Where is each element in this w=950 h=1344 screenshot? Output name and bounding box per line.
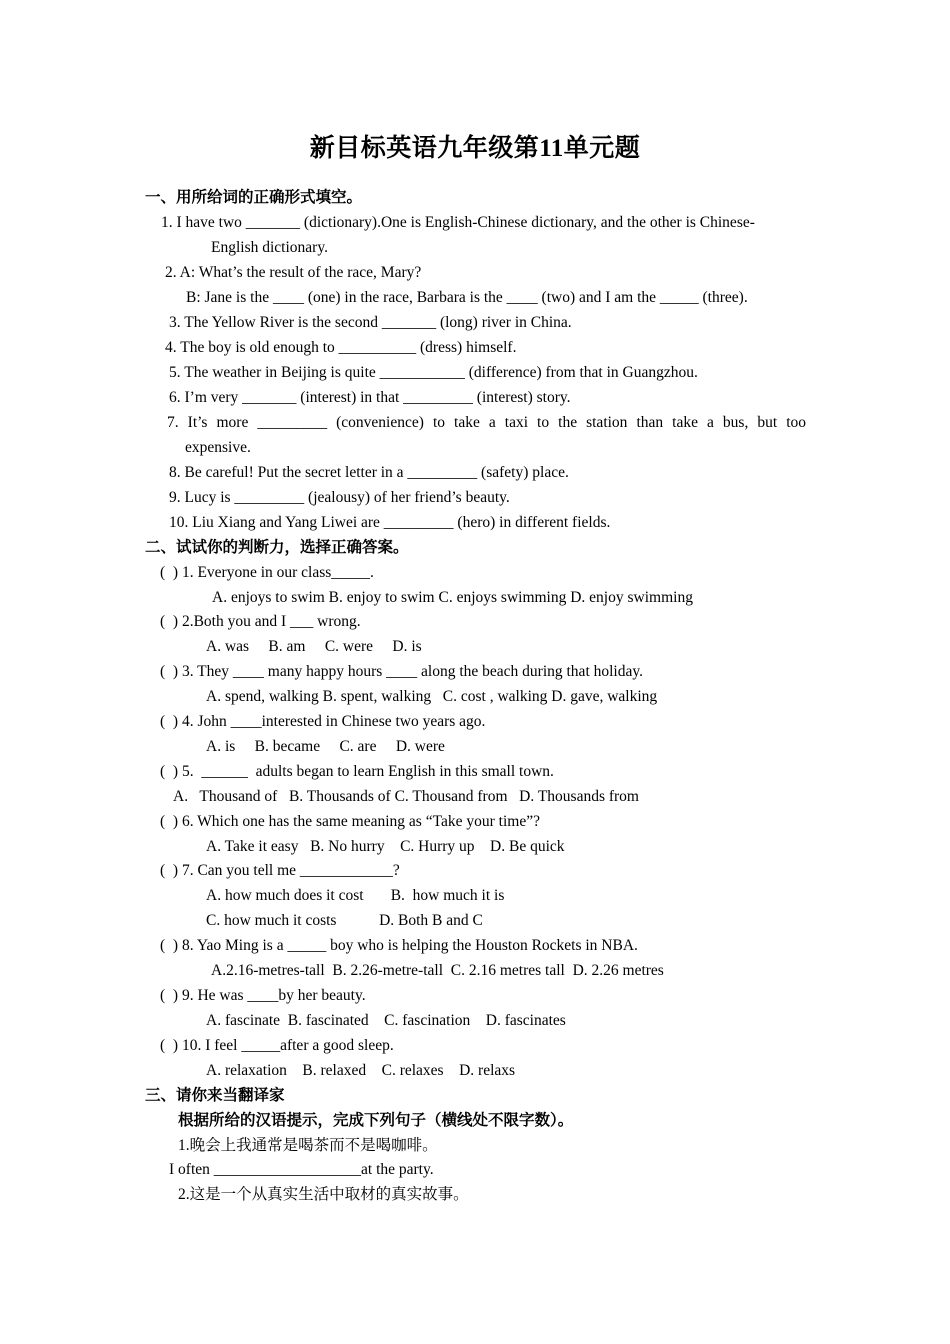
question-line: ( ) 3. They ____ many happy hours ____ along the beach during that holiday. — [160, 663, 643, 680]
option-line: A. Thousand of B. Thousands of C. Thousand from D. Thousands from — [173, 788, 639, 805]
question-line: ( ) 4. John ____interested in Chinese two years ago. — [160, 713, 486, 730]
translation-line: I often ___________________at the party. — [169, 1161, 434, 1178]
option-line: A. enjoys to swim B. enjoy to swim C. enjoys swimming D. enjoy swimming — [212, 589, 693, 606]
question-line: B: Jane is the ____ (one) in the race, Barbara is the ____ (two) and I am the _____ (three). — [186, 289, 748, 306]
question-line: 9. Lucy is _________ (jealousy) of her friend’s beauty. — [169, 489, 510, 506]
option-line: A. relaxation B. relaxed C. relaxes D. relaxs — [206, 1062, 516, 1079]
question-line: ( ) 1. Everyone in our class_____. — [160, 564, 374, 581]
section-heading-1: 一、用所给词的正确形式填空。 — [145, 189, 363, 206]
question-line: English dictionary. — [211, 239, 328, 256]
question-line: 1. I have two _______ (dictionary).One is English-Chinese dictionary, and the other is Chinese- — [161, 214, 755, 231]
question-line: 4. The boy is old enough to __________ (dress) himself. — [165, 339, 517, 356]
section-heading-3: 三、请你来当翻译家 — [145, 1087, 285, 1104]
question-line: expensive. — [185, 439, 251, 456]
question-line: 10. Liu Xiang and Yang Liwei are _________ (hero) in different fields. — [169, 514, 611, 531]
question-line: ( ) 10. I feel _____after a good sleep. — [160, 1037, 394, 1054]
option-line: A. was B. am C. were D. is — [206, 638, 422, 655]
question-line: 7. It’s more _________ (convenience) to take a taxi to the station than take a bus, but too — [167, 414, 806, 431]
option-line: A. Take it easy B. No hurry C. Hurry up D. Be quick — [206, 838, 565, 855]
question-line: 2. A: What’s the result of the race, Mary? — [165, 264, 422, 281]
question-line: 8. Be careful! Put the secret letter in a _________ (safety) place. — [169, 464, 569, 481]
question-line: ( ) 5. ______ adults began to learn English in this small town. — [160, 763, 554, 780]
option-line: A. fascinate B. fascinated C. fascination D. fascinates — [206, 1012, 566, 1029]
section-heading-2: 二、试试你的判断力，选择正确答案。 — [145, 539, 409, 556]
question-line: 3. The Yellow River is the second _______ (long) river in China. — [169, 314, 572, 331]
option-line: A. spend, walking B. spent, walking C. cost , walking D. gave, walking — [206, 688, 658, 705]
page-title: 新目标英语九年级第11单元题 — [309, 135, 641, 162]
option-line: A.2.16-metres-tall B. 2.26-metre-tall C. 2.16 metres tall D. 2.26 metres — [211, 962, 664, 979]
question-line: ( ) 6. Which one has the same meaning as “Take your time”? — [160, 813, 540, 830]
option-line: A. how much does it cost B. how much it is — [206, 887, 505, 904]
question-line: ( ) 2.Both you and I ___ wrong. — [160, 613, 361, 630]
section-instruction: 根据所给的汉语提示，完成下列句子（横线处不限字数）。 — [178, 1112, 574, 1129]
question-line: 6. I’m very _______ (interest) in that _________ (interest) story. — [169, 389, 571, 406]
question-line: ( ) 9. He was ____by her beauty. — [160, 987, 366, 1004]
question-line: ( ) 8. Yao Ming is a _____ boy who is helping the Houston Rockets in NBA. — [160, 937, 638, 954]
option-line: C. how much it costs D. Both B and C — [206, 912, 483, 929]
translation-line: 2.这是一个从真实生活中取材的真实故事。 — [178, 1186, 469, 1203]
translation-line: 1.晚会上我通常是喝茶而不是喝咖啡。 — [178, 1137, 438, 1154]
question-line: ( ) 7. Can you tell me ____________? — [160, 862, 400, 879]
option-line: A. is B. became C. are D. were — [206, 738, 445, 755]
question-line: 5. The weather in Beijing is quite ___________ (difference) from that in Guangzhou. — [169, 364, 698, 381]
